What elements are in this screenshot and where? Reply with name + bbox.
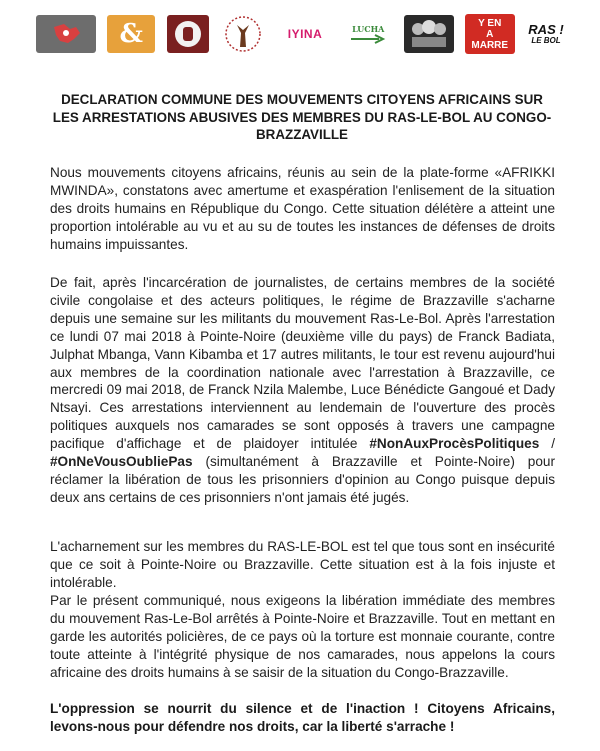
logo-3 <box>167 15 209 53</box>
group-logo-icon <box>406 17 452 51</box>
paragraph-arrests <box>50 274 555 507</box>
logo-4 <box>220 15 266 53</box>
paragraph-demands: Par le présent communiqué, nous exigeons la libération immédiate des membres du mouvement Ras-Le-Bol arrêtés à Pointe-Noire et Brazzaville. Tout en mettant en garde les autorités policières, de ce pays où la torture est monnaie courante, contre toute atteinte à l'intégrité physique de nos camarades, nous appelons la cours africaine des droits humains à se saisir de la situation du Congo-Brazzaville. <box>50 593 555 680</box>
logo-8-line3: MARRE <box>471 39 509 51</box>
logo-9-line1: RAS ! <box>528 22 564 37</box>
paragraph-arrests-text-b: (simultanément à Brazzaville et Pointe-Noire) pour réclamer la libération de tous les prisonniers d'opinion au Congo puisque depuis deux ans certains de ces prisonniers n'ont jamais été jugés. <box>50 454 555 505</box>
logo-7 <box>404 15 454 53</box>
logo-5 <box>277 15 333 53</box>
logo-6-text: LUCHA <box>352 24 385 34</box>
paragraph-closing: L'oppression se nourrit du silence et de l'inaction ! Citoyens Africains, levons-nous pour défendre nos droits, car la liberté s'arrache ! <box>50 701 555 734</box>
logo-9-line2: LE BOL <box>531 36 561 45</box>
logo-8-line2: A <box>486 28 494 40</box>
paragraph-intro: Nous mouvements citoyens africains, réunis au sein de la plate-forme «AFRIKKI MWINDA», constatons avec amertume et exaspération l'enlisement de la situation des droits humains en République du Congo. Cette situation délétère a atteint une proportion intolérable au vu et au su de toutes les instances de défenses de droits humains impuissantes. <box>50 165 555 252</box>
arrow-logo-icon <box>349 34 387 44</box>
logo-9 <box>526 13 566 55</box>
logo-1 <box>36 15 96 53</box>
hashtag-non-aux-proces: #NonAuxProcèsPolitiques <box>369 436 540 452</box>
logo-8 <box>465 14 515 54</box>
logo-5-text: IYINA <box>287 27 323 41</box>
fist-logo-icon <box>173 19 203 49</box>
paragraph-insecurity: L'acharnement sur les membres du RAS-LE-BOL est tel que tous sont en insécurité que ce soit à Pointe-Noire ou Brazzaville. Cette situation est à la fois injuste et intolérable. <box>50 539 555 590</box>
hashtag-separator: / <box>539 436 555 452</box>
baobab-logo-icon <box>223 15 263 53</box>
document-title: DECLARATION COMMUNE DES MOUVEMENTS CITOYENS AFRICAINS SUR LES ARRESTATIONS ABUSIVES DES MEMBRES DU RAS-LE-BOL AU CONGO-BRAZZAVILLE <box>52 92 552 142</box>
logo-8-line1: Y EN <box>478 17 502 29</box>
hashtag-on-ne-vous-oublie-pas: #OnNeVousOubliePas <box>50 454 193 470</box>
logo-2-text: & <box>119 19 143 49</box>
map-logo-icon <box>46 21 86 47</box>
partner-logos-bar <box>36 12 566 56</box>
paragraph-arrests-text-a: De fait, après l'incarcération de journalistes, de certains membres de la société civile congolaise et des acteurs politiques, le régime de Brazzaville s'acharne depuis une semaine sur les militants du mouvement Ras-Le-Bol. Après l'arrestation ce lundi 07 mai 2018 à Pointe-Noire (deuxième ville du pays) de Franck Badiata, Julphat Mbanga, Vann Kibamba et 17 autres militants, le tour est revenu aujourd'hui aux membres de la coordination nationale avec l'arrestation à Brazzaville, ce mercredi 09 mai 2018, de Franck Nzila Malembe, Luce Bénédicte Gangoué et Dady Ntsayi. Ces arrestations interviennent au lendemain de l'ouverture des procès politiques auxquels nos camarades se sont opposés à travers une campagne pacifique d'affichage et de plaidoyer intitulée <box>50 275 555 452</box>
logo-2 <box>107 15 155 53</box>
logo-6 <box>344 15 392 53</box>
